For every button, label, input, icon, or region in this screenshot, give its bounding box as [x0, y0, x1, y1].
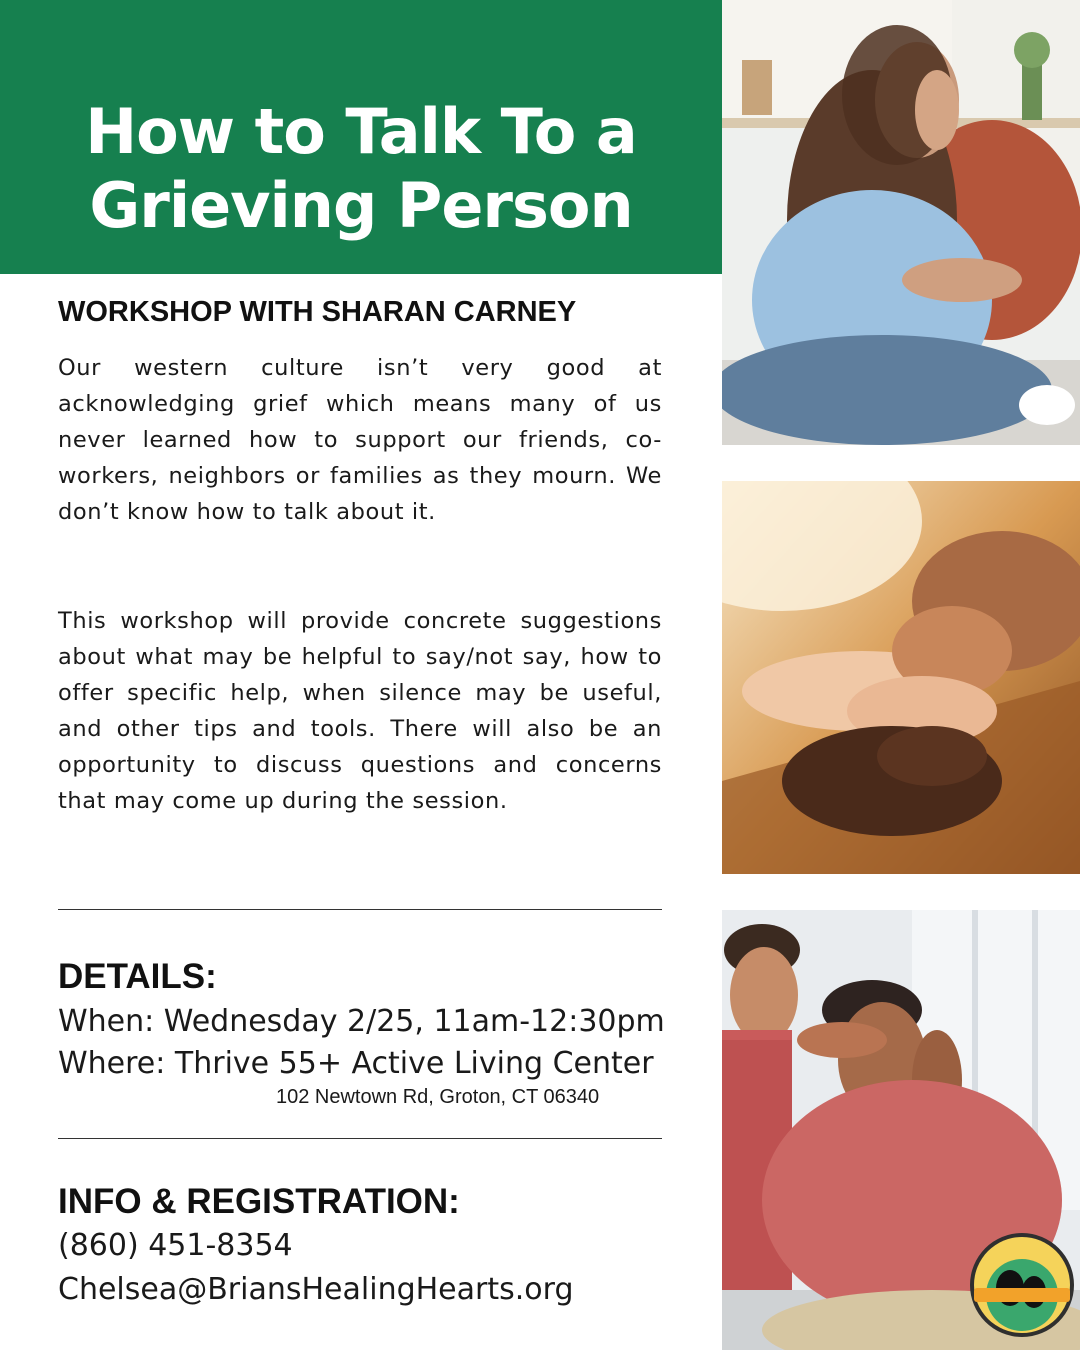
contact-email: Chelsea@BriansHealingHearts.org — [58, 1272, 574, 1307]
photo-holding-hands-image — [722, 481, 1080, 874]
foundation-logo — [970, 1233, 1074, 1337]
event-address: 102 Newtown Rd, Groton, CT 06340 — [276, 1086, 600, 1108]
event-where: Where: Thrive 55+ Active Living Center — [58, 1046, 654, 1081]
divider — [58, 1138, 662, 1139]
info-heading: INFO & REGISTRATION: — [58, 1182, 460, 1221]
photo-women-hugging — [722, 0, 1080, 445]
divider — [58, 909, 662, 910]
contact-phone: (860) 451-8354 — [58, 1228, 293, 1263]
title-line-2: Grieving Person — [89, 169, 633, 242]
description-paragraph-2: This workshop will provide concrete suggestions about what may be helpful to say/not say, how to offer specific help, when silence may be useful, and other tips and tools. There will also be an opportunity to discuss questions and concerns that may come up during the session. — [58, 608, 662, 814]
photo-women-hugging-image — [722, 0, 1080, 445]
photo-holding-hands — [722, 481, 1080, 874]
title-banner — [0, 0, 722, 274]
details-heading: DETAILS: — [58, 957, 217, 996]
event-when: When: Wednesday 2/25, 11am-12:30pm — [58, 1004, 665, 1039]
workshop-subtitle: WORKSHOP WITH SHARAN CARNEY — [58, 296, 577, 328]
description-paragraph-1: Our western culture isn’t very good at acknowledging grief which means many of us never learned how to support our friends, co-workers, neighbors or families as they mourn. We don’t know how to talk about it. — [58, 355, 662, 525]
title-line-1: How to Talk To a — [85, 95, 637, 168]
photo-comforting — [722, 910, 1080, 1350]
page-title — [0, 95, 722, 243]
photo-comforting-image — [722, 910, 1080, 1350]
